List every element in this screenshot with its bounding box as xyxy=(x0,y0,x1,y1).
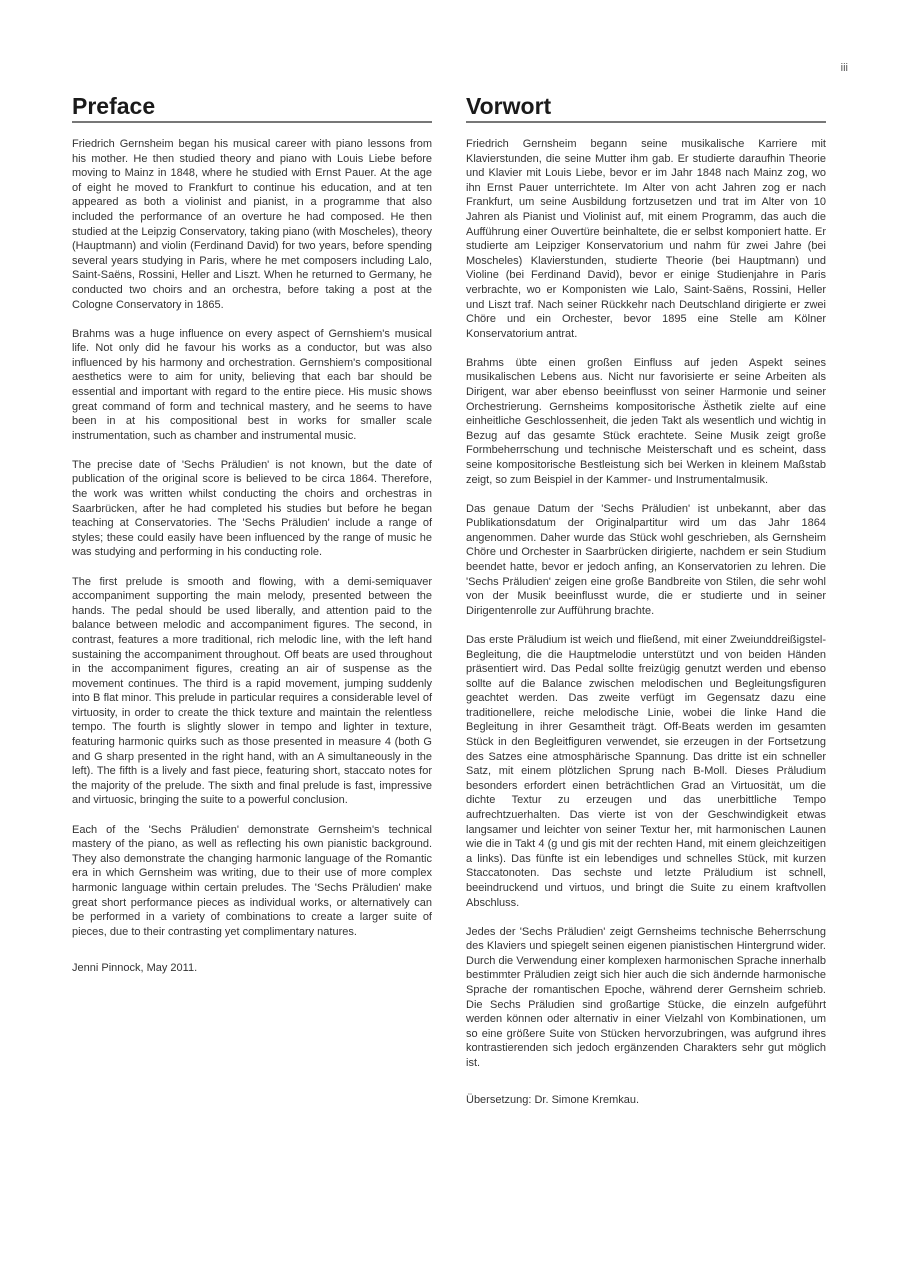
preface-paragraph: Friedrich Gernsheim began his musical career with piano lessons from his mother. He then studied theory and piano with Louis Liebe before moving to Mainz in 1848, where he studied with Ernst Pauer. At the age of eight he moved to Frankfurt to continue his education, and at ten appeared as both a violinist and pianist, in a programme that also included the performance of an overture he had composed. He then studied at the Leipzig Conservatory, taking piano (with Moscheles), theory (Hauptmann) and violin (Ferdinand David) for two years, before spending several years studying in Paris, where he met composers including Lalo, Saint-Saëns, Rossini, Heller and Liszt. When he returned to Germany, he conducted two choirs and an orchestra, before taking a post at the Cologne Conservatory in 1865. xyxy=(72,138,432,311)
preface-paragraph: Each of the 'Sechs Präludien' demonstrate Gernsheim's technical mastery of the piano, as well as reflecting his own pianistic background. They also demonstrate the changing harmonic language of the Romantic era in which Gernsheim was writing, due to their use of more complex harmonic language within certain preludes. The 'Sechs Präludien' make great short performance pieces as individual works, or alternatively can be performed in a variety of combinations to create a larger suite of pieces, due to their contrasting yet complimentary natures. xyxy=(72,823,432,938)
vorwort-signature: Übersetzung: Dr. Simone Kremkau. xyxy=(466,1093,640,1106)
preface-paragraph: The first prelude is smooth and flowing, with a demi-semiquaver accompaniment supporting the main melody, presented between the hands. The pedal should be used liberally, and attention paid to the balance between melodic and accompaniment figures. The second, in contrast, features a more traditional, rich melodic line, with the left hand sustaining the accompaniment throughout. Off beats are used throughout in the accompaniment figures, creating an air of suspense as the movement continues. The third is a rapid movement, jumping suddenly into B flat minor. This prelude in particular requires a considerable level of virtuosity, in order to create the thick texture and maintain the relentless tempo. The fourth is slightly slower in tempo and lighter in texture, featuring harmonic quirks such as those presented in measure 4 (both G and G sharp presented in the right hand, with an A simultaneously in the left). The fifth is a lively and fast piece, featuring short, staccato notes for the majority of the prelude. The sixth and final prelude is fast, impressive and virtuosic, bringing the suite to a powerful conclusion. xyxy=(72,575,432,807)
vorwort-heading: Vorwort xyxy=(466,92,826,123)
vorwort-column xyxy=(466,92,826,1122)
page-number: iii xyxy=(840,62,848,74)
vorwort-paragraph: Jedes der 'Sechs Präludien' zeigt Gernsheims technische Beherrschung des Klaviers und spiegelt seinen eigenen pianistischen Hintergrund wider. Durch die Verwendung einer komplexen harmonischen Sprache innerhalb bestimmter Präludien zeigt sich hier auch die sich ändernde harmonische Sprache der romantischen Epoche, während derer Gernsheim schrieb. Die Sechs Präludien sind großartige Stücke, die einzeln aufgeführt werden können oder alternativ in einer Vielzahl von Kombinationen, um so eine größere Suite von Stücken hervorzubringen, was aufgrund ihres kontrastierenden sich jedoch ergänzenden Charakters sehr gut möglich ist. xyxy=(466,925,826,1070)
vorwort-paragraph: Friedrich Gernsheim begann seine musikalische Karriere mit Klavierstunden, die seine Mutter ihm gab. Er studierte daraufhin Theorie und Klavier mit Louis Liebe, bevor er im Jahr 1848 nach Mainz zog, wo ihn Ernst Pauer unterrichtete. Im Alter von acht Jahren zog er nach Frankfurt, um seine Ausbildung fortzusetzen und trat im Alter von 10 Jahren als Pianist und Violinist auf, mit einem Programm, das auch die Aufführung einer Ouvertüre beinhaltete, die er selbst komponiert hatte. Er studierte am Leipziger Konservatorium und nahm für zwei Jahre (bei Moscheles) Klavierstunden, studierte Theorie (bei Hauptmann) und Violine (bei Ferdinand David), bevor er einige Studienjahre in Paris verbrachte, wo er Komponisten wie Lalo, Saint-Saëns, Rossini, Heller und Liszt traf. Nach seiner Rückkehr nach Deutschland dirigierte er zwei Chöre und ein Orchester, bevor 1895 eine Stelle am Kölner Konservatorium antrat. xyxy=(466,138,826,340)
preface-column xyxy=(72,92,432,990)
preface-heading: Preface xyxy=(72,92,432,123)
vorwort-paragraph: Brahms übte einen großen Einfluss auf jeden Aspekt seines musikalischen Lebens aus. Nicht nur favorisierte er seine Arbeiten als Dirigent, war aber ebenso beeinflusst von seiner Harmonie und seiner Orchestrierung. Gernsheims kompositorische Ästhetik zielte auf eine einheitliche Geschlossenheit, die jeden Takt als wesentlich und wichtig in Bezug auf das gesamte Stück erachtete. Seine Musik zeigt große Formbeherrschung und technische Meisterschaft und es scheint, dass seine kompositorische Bestleistung sich bei Werken in kleinem Maßstab zeigt, so zum Beispiel in der Kammer- und Instrumentalmusik. xyxy=(466,356,826,486)
vorwort-paragraph: Das erste Präludium ist weich und fließend, mit einer Zweiunddreißigstel-Begleitung, die die Hauptmelodie unterstützt und von beiden Händen präsentiert wird. Das Pedal sollte freizügig genutzt werden und ebenso sollte auf die Balance zwischen melodischen und Begleitungsfiguren geachtet werden. Das zweite verfügt im Gegensatz dazu eine traditionellere, reiche melodische Linie, wobei die linke Hand die Begleitung in ihrer Gesamtheit trägt. Off-Beats werden im gesamten Stück in den Begleitfiguren verwendet, sie erzeugen in der Fortsetzung des Satzes eine atmosphärische Spannung. Das dritte ist ein schneller Satz, mit einem plötzlichen Sprung nach B-Moll. Dieses Präludium besonders erfordert einen beträchtlichen Grad an Virtuosität, um die dichte Textur zu erzeugen und das unerbittliche Tempo aufrechtzuerhalten. Das vierte ist von der Geschwindigkeit etwas langsamer und leichter von seiner Textur her, mit harmonischen Launen wie die in Takt 4 (g und gis mit der rechten Hand, mit einem gleichzeitigen a links). Das fünfte ist ein lebendiges und schnelles Stück, mit kurzen Staccatonoten. Das sechste und letzte Präludium ist schnell, beeindruckend und virtuos, und bringt die Suite zu einem kraftvollen Abschluss. xyxy=(466,633,826,909)
vorwort-paragraph: Das genaue Datum der 'Sechs Präludien' ist unbekannt, aber das Publikationsdatum der Originalpartitur wird um das Jahr 1864 angenommen. Daher wurde das Stück wohl geschrieben, als Gernsheim Chöre und Orchester in Saarbrücken dirigierte, nachdem er sein Studium beendet hatte, bevor er jedoch anfing, an Konservatorien zu lehren. Die 'Sechs Präludien' zeigen eine große Bandbreite von Stilen, die sehr wohl von der Musik beeinflusst wurde, die er studierte und in seiner Dirigentenrolle zur Aufführung brachte. xyxy=(466,502,826,617)
preface-paragraph: Brahms was a huge influence on every aspect of Gernshiem's musical life. Not only did he favour his works as a conductor, but was also influenced by his harmony and orchestration. Gernshiem's compositional aesthetics were to aim for unity, believing that each bar should be essential and important with regard to the entire piece. His music shows great command of form and technical mastery, and he seems to have been in at his compositional best in works for smaller scale instrumentation, such as chamber and instrumental music. xyxy=(72,327,432,442)
preface-paragraph: The precise date of 'Sechs Präludien' is not known, but the date of publication of the original score is believed to be circa 1864. Therefore, the work was written whilst conducting the choirs and orchestras in Saarbrücken, after he had completed his studies but before he began teaching at Conservatories. The 'Sechs Präludien' include a range of styles; these could easily have been influenced by the range of music he was studying and performing in his conducting role. xyxy=(72,458,432,559)
preface-signature: Jenni Pinnock, May 2011. xyxy=(72,962,198,975)
